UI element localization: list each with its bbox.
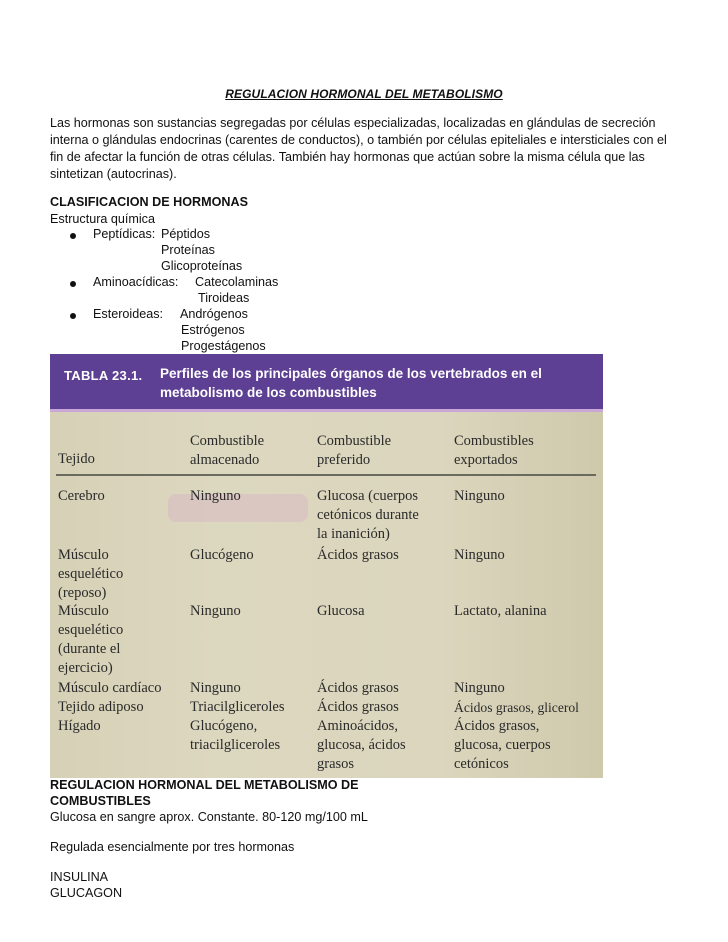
group-item: Andrógenos bbox=[180, 307, 248, 321]
table-cell: Glucógeno, triacilgliceroles bbox=[190, 718, 281, 753]
table-cell: Ninguno bbox=[454, 547, 505, 563]
group-item: Glicoproteínas bbox=[161, 259, 243, 273]
table-cell: Ninguno bbox=[190, 488, 241, 504]
regulated-by-text: Regulada esencialmente por tres hormonas bbox=[50, 840, 295, 854]
table-cell: Ninguno bbox=[190, 680, 241, 696]
regulation-heading-line2: COMBUSTIBLES bbox=[50, 794, 151, 808]
hormone-glucagon: GLUCAGON bbox=[50, 886, 123, 900]
table-cell: Aminoácidos, glucosa, ácidos grasos bbox=[317, 718, 406, 772]
bullet-esteroideas bbox=[70, 313, 76, 319]
intro-paragraph: Las hormonas son sustancias segregadas por células especializadas, localizadas en glándulas de secreción interna o glándulas endocrinas (carentes de conductos), o también por células epiteliales e intersticiales con el fin de afectar la función de otras células. También hay hormonas que actúan sobre la misma célula que las sintetizan (autocrinas). bbox=[50, 116, 667, 181]
group-item: Estrógenos bbox=[181, 323, 245, 337]
group-item: Tiroideas bbox=[198, 291, 250, 305]
col-header-exportados: Combustibles exportados bbox=[454, 433, 534, 468]
table-cell: Ácidos grasos bbox=[317, 547, 399, 563]
table-cell: Cerebro bbox=[58, 488, 105, 504]
table-cell: Ácidos grasos, glicerol bbox=[454, 700, 579, 715]
table-cell: Hígado bbox=[58, 718, 101, 734]
col-header-almacenado: Combustible almacenado bbox=[190, 433, 265, 468]
col-header-preferido: Combustible preferido bbox=[317, 433, 392, 468]
table-cell: Ácidos grasos, glucosa, cuerpos cetónicos bbox=[454, 718, 551, 772]
bullet-peptidicas bbox=[70, 233, 76, 239]
table-cell: Ninguno bbox=[454, 488, 505, 504]
col-header-tejido: Tejido bbox=[58, 451, 95, 467]
table-cell: Tejido adiposo bbox=[58, 699, 144, 715]
table-cell: Músculo esquelético (durante el ejercicio) bbox=[58, 603, 124, 676]
table-cell: Músculo esquelético (reposo) bbox=[58, 547, 124, 601]
page-title: REGULACION HORMONAL DEL METABOLISMO bbox=[225, 87, 503, 101]
classification-subheading: Estructura química bbox=[50, 212, 155, 226]
bullet-aminoacidicas bbox=[70, 281, 76, 287]
hormone-insulina: INSULINA bbox=[50, 870, 109, 884]
header-rule bbox=[56, 474, 596, 476]
table-caption: Perfiles de los principales órganos de los vertebrados en el metabolismo de los combustibles bbox=[160, 366, 542, 400]
table-cell: Ninguno bbox=[454, 680, 505, 696]
table-cell: Glucógeno bbox=[190, 547, 254, 563]
table-cell: Lactato, alanina bbox=[454, 603, 547, 619]
table-cell: Ácidos grasos bbox=[317, 680, 399, 696]
regulation-heading-line1: REGULACION HORMONAL DEL METABOLISMO DE bbox=[50, 778, 359, 792]
fuel-metabolism-table bbox=[50, 354, 603, 778]
table-cell: Triacilgliceroles bbox=[190, 699, 285, 715]
table-cell: Músculo cardíaco bbox=[58, 680, 162, 696]
group-item: Progestágenos bbox=[181, 339, 266, 353]
table-cell: Ácidos grasos bbox=[317, 699, 399, 715]
group-item: Proteínas bbox=[161, 243, 215, 257]
group-label-aminoacidicas: Aminoacídicas: bbox=[93, 275, 179, 289]
group-item: Catecolaminas bbox=[195, 275, 279, 289]
classification-heading: CLASIFICACION DE HORMONAS bbox=[50, 195, 249, 209]
table-label: TABLA 23.1. bbox=[64, 368, 143, 383]
glucose-level-text: Glucosa en sangre aprox. Constante. 80-120 mg/100 mL bbox=[50, 810, 368, 824]
table-cell: Glucosa (cuerpos cetónicos durante la inanición) bbox=[317, 488, 419, 542]
table-cell: Glucosa bbox=[317, 603, 365, 619]
group-label-esteroideas: Esteroideas: bbox=[93, 307, 164, 321]
group-label-peptidicas: Peptídicas: bbox=[93, 227, 156, 241]
table-cell: Ninguno bbox=[190, 603, 241, 619]
group-item: Péptidos bbox=[161, 227, 211, 241]
